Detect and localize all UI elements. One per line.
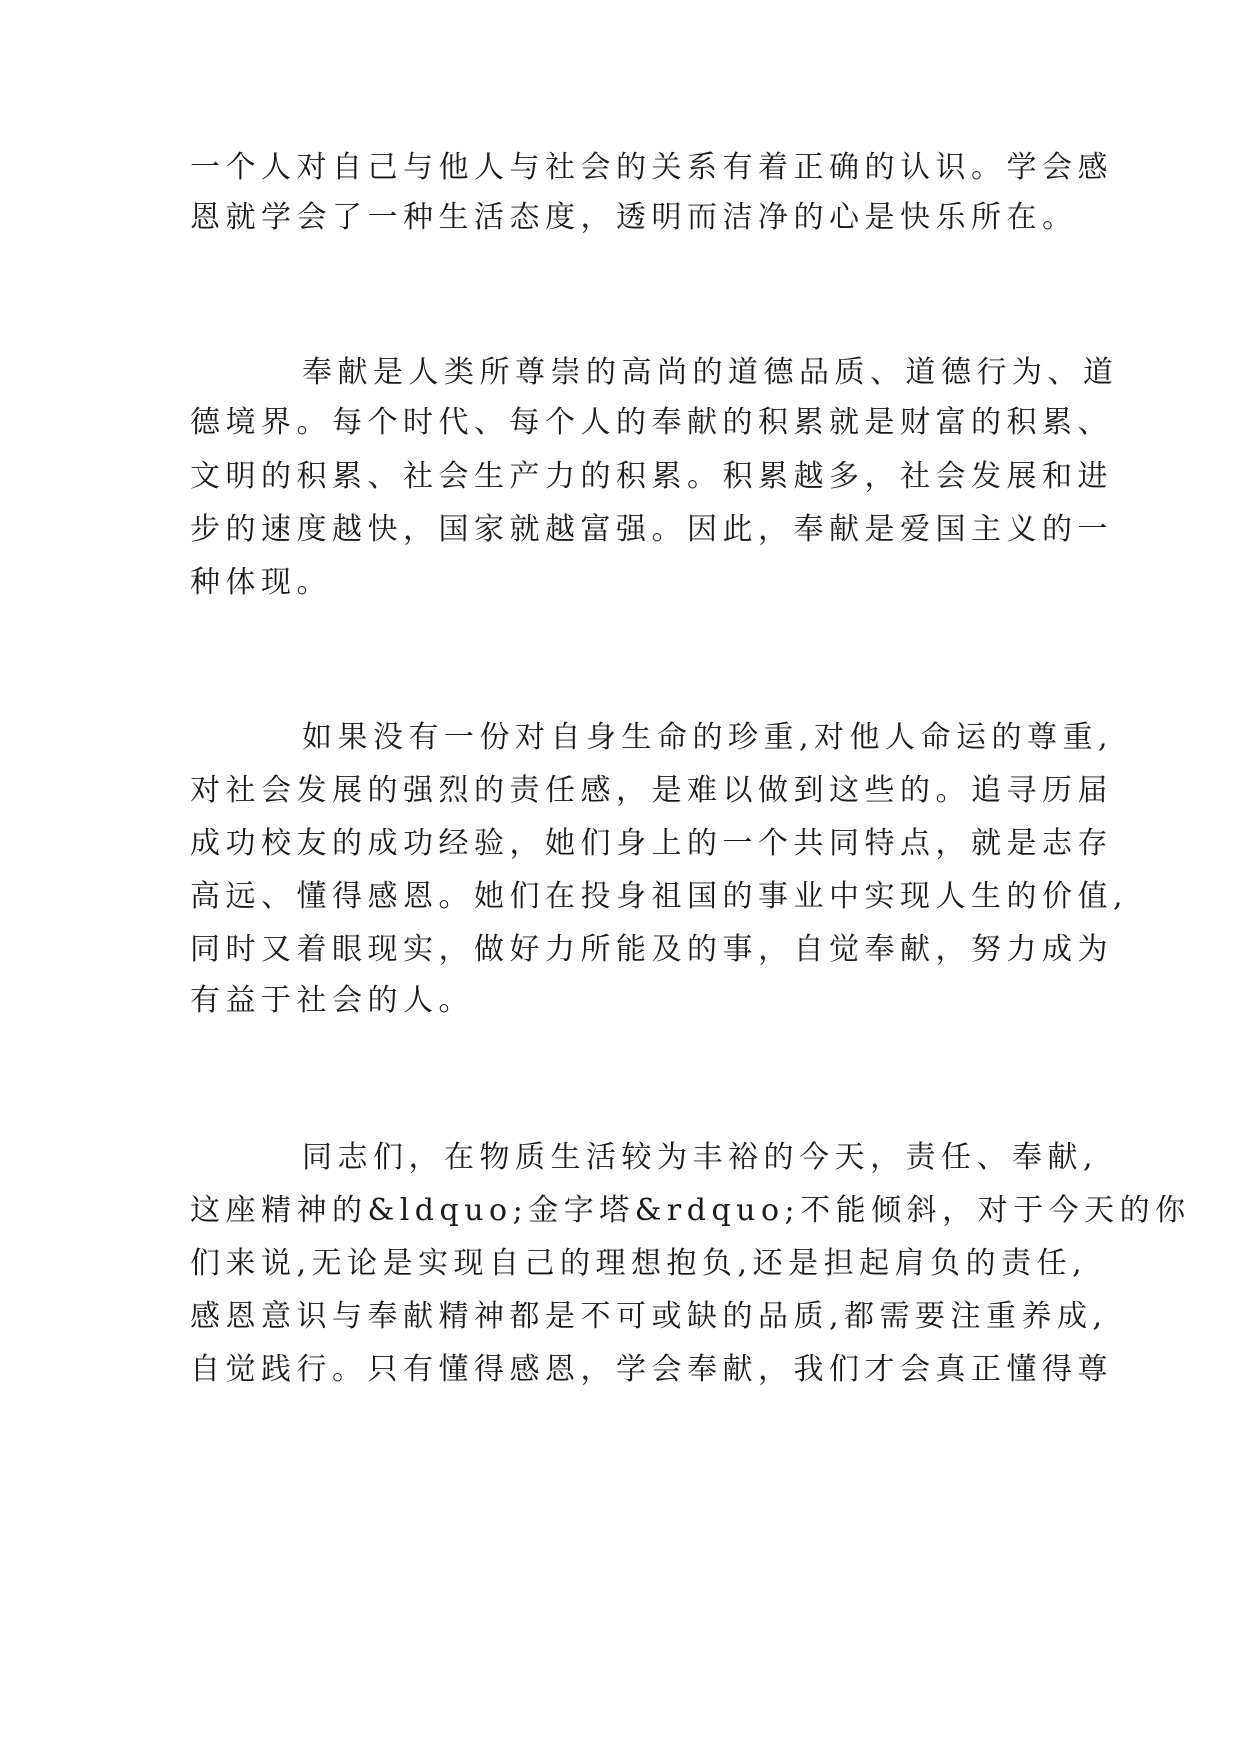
paragraph-2-line-3: 文明的积累、社会生产力的积累。积累越多，社会发展和进 [190,459,1113,494]
paragraph-4-line-4: 感恩意识与奉献精神都是不可或缺的品质,都需要注重养成, [190,1299,1108,1334]
paragraph-2-line-1: 奉献是人类所尊崇的高尚的道德品质、道德行为、道 [302,355,1119,390]
paragraph-1-line-1: 一个人对自己与他人与社会的关系有着正确的认识。学会感 [190,150,1113,185]
paragraph-2-line-4: 步的速度越快，国家就越富强。因此，奉献是爱国主义的一 [190,512,1113,547]
paragraph-2-line-2: 德境界。每个时代、每个人的奉献的积累就是财富的积累、 [190,405,1113,440]
paragraph-4-line-1: 同志们，在物质生活较为丰裕的今天，责任、奉献, [302,1140,1099,1175]
paragraph-3-line-5: 同时又着眼现实，做好力所能及的事，自觉奉献，努力成为 [190,932,1113,967]
paragraph-2-line-5: 种体现。 [190,565,332,600]
paragraph-3-line-3: 成功校友的成功经验，她们身上的一个共同特点，就是志存 [190,826,1113,861]
paragraph-3-line-4: 高远、懂得感恩。她们在投身祖国的事业中实现人生的价值, [190,879,1129,914]
paragraph-3-line-2: 对社会发展的强烈的责任感，是难以做到这些的。追寻历届 [190,773,1113,808]
paragraph-3-line-1: 如果没有一份对自身生命的珍重,对他人命运的尊重, [302,720,1114,755]
paragraph-4-line-3: 们来说,无论是实现自己的理想抱负,还是担起肩负的责任, [190,1246,1088,1281]
paragraph-1-line-2: 恩就学会了一种生活态度，透明而洁净的心是快乐所在。 [190,200,1078,235]
paragraph-4-line-2: 这座精神的&ldquo;金字塔&rdquo;不能倾斜，对于今天的你 [190,1193,1191,1228]
paragraph-4-line-5: 自觉践行。只有懂得感恩，学会奉献，我们才会真正懂得尊 [190,1352,1113,1387]
paragraph-3-line-6: 有益于社会的人。 [190,983,474,1018]
